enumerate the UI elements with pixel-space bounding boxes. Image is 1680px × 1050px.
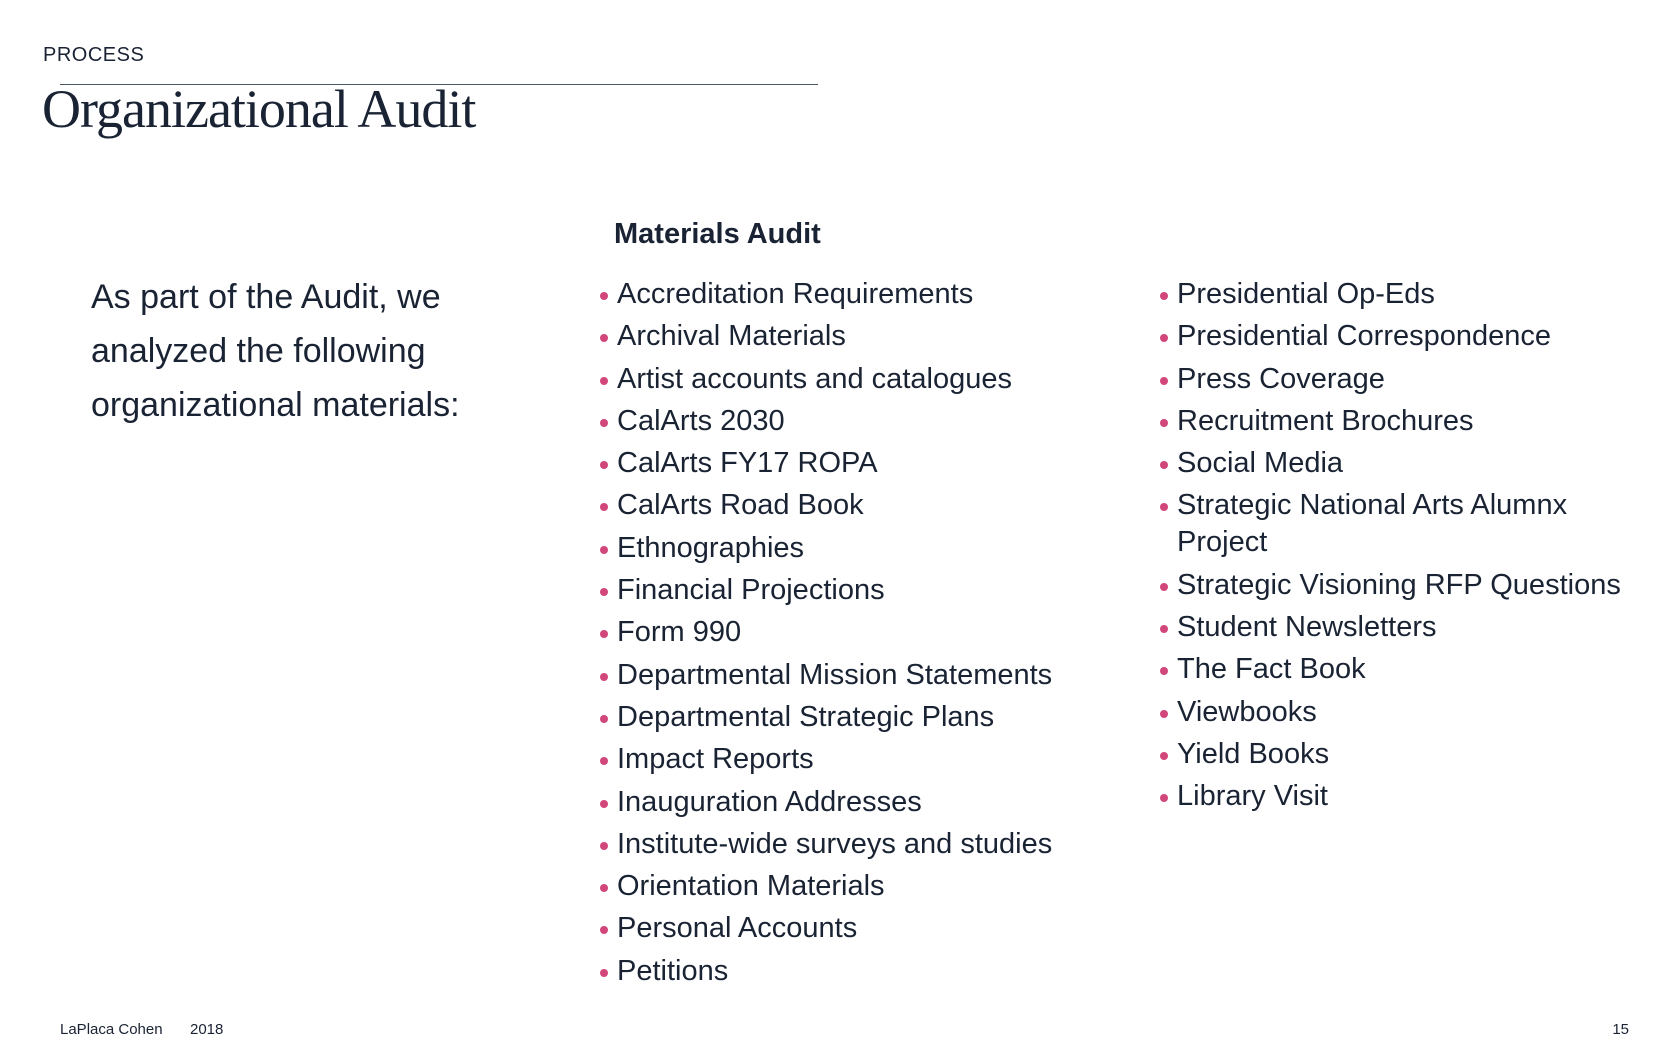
- bullet-icon: [600, 292, 608, 300]
- bullet-icon: [600, 377, 608, 385]
- bullet-icon: [600, 715, 608, 723]
- list-item-label: Institute-wide surveys and studies: [617, 827, 1053, 860]
- list-item-label: Recruitment Brochures: [1177, 404, 1474, 437]
- list-item-label: Ethnographies: [617, 531, 805, 564]
- list-item: [600, 276, 1120, 313]
- list-item: [600, 826, 1120, 863]
- list-item-label: Financial Projections: [617, 574, 885, 607]
- list-item: [600, 741, 1120, 778]
- list-item: [1160, 651, 1660, 688]
- list-item: [1160, 609, 1660, 646]
- bullet-icon: [600, 588, 608, 596]
- list-item-label: Strategic Visioning RFP Questions: [1177, 568, 1621, 601]
- list-item: [600, 572, 1120, 609]
- list-item: [600, 657, 1120, 694]
- list-item: [600, 953, 1120, 990]
- list-item-label: Personal Accounts: [617, 912, 858, 945]
- list-item: [600, 910, 1120, 947]
- materials-list-right: [1160, 276, 1660, 821]
- bullet-icon: [1160, 377, 1168, 385]
- list-item: [1160, 736, 1660, 773]
- list-item-label: Inauguration Addresses: [617, 785, 922, 818]
- materials-list-left: [600, 276, 1120, 995]
- list-item-label: Viewbooks: [1177, 695, 1317, 728]
- list-item-label: Press Coverage: [1177, 362, 1385, 395]
- footer-company: LaPlaca Cohen: [60, 1021, 163, 1038]
- list-item: [1160, 318, 1660, 355]
- bullet-icon: [600, 884, 608, 892]
- list-item: [600, 699, 1120, 736]
- bullet-icon: [1160, 334, 1168, 342]
- bullet-icon: [1160, 752, 1168, 760]
- list-item: [1160, 778, 1660, 815]
- list-item: [600, 318, 1120, 355]
- list-item-label: Social Media: [1177, 447, 1344, 480]
- eyebrow-label: PROCESS: [43, 44, 145, 66]
- list-item: [1160, 361, 1660, 398]
- list-item: [1160, 403, 1660, 440]
- list-item: [1160, 487, 1660, 561]
- bullet-icon: [1160, 667, 1168, 675]
- bullet-icon: [1160, 503, 1168, 511]
- bullet-icon: [600, 800, 608, 808]
- list-item-label: Departmental Mission Statements: [617, 658, 1053, 691]
- list-item: [1160, 567, 1660, 604]
- list-item-label: Orientation Materials: [617, 870, 885, 903]
- bullet-icon: [1160, 292, 1168, 300]
- bullet-icon: [600, 546, 608, 554]
- bullet-icon: [1160, 794, 1168, 802]
- intro-text: As part of the Audit, we analyzed the following organizational materials:: [91, 278, 460, 424]
- list-item-label: Presidential Op-Eds: [1177, 278, 1435, 310]
- list-item: [600, 868, 1120, 905]
- list-item-label: CalArts FY17 ROPA: [617, 447, 878, 480]
- list-item-label: Strategic National Arts Alumnx Project: [1177, 489, 1568, 559]
- bullet-icon: [600, 673, 608, 681]
- list-item-label: Petitions: [617, 954, 729, 987]
- bullet-icon: [1160, 461, 1168, 469]
- materials-heading: Materials Audit: [614, 218, 821, 250]
- list-item-label: CalArts Road Book: [617, 489, 864, 522]
- list-item-label: Form 990: [617, 616, 742, 649]
- list-item-label: Yield Books: [1177, 737, 1330, 770]
- list-item-label: The Fact Book: [1177, 653, 1366, 686]
- list-item: [1160, 694, 1660, 731]
- bullet-icon: [1160, 710, 1168, 718]
- bullet-icon: [600, 969, 608, 977]
- bullet-icon: [1160, 419, 1168, 427]
- list-item: [1160, 276, 1660, 313]
- list-item: [600, 784, 1120, 821]
- list-item-label: Impact Reports: [617, 743, 814, 776]
- list-item-label: Departmental Strategic Plans: [617, 700, 995, 733]
- list-item: [600, 614, 1120, 651]
- list-item-label: Presidential Correspondence: [1177, 320, 1551, 353]
- list-item-label: Artist accounts and catalogues: [617, 362, 1012, 395]
- list-item-label: Archival Materials: [617, 320, 846, 353]
- list-item-label: CalArts 2030: [617, 404, 785, 437]
- bullet-icon: [600, 926, 608, 934]
- list-item: [600, 403, 1120, 440]
- page-title: Organizational Audit: [42, 79, 476, 139]
- list-item-label: Accreditation Requirements: [617, 278, 974, 310]
- list-item: [600, 445, 1120, 482]
- list-item-label: Library Visit: [1177, 780, 1328, 813]
- bullet-icon: [600, 630, 608, 638]
- bullet-icon: [600, 419, 608, 427]
- list-item-label: Student Newsletters: [1177, 611, 1437, 644]
- bullet-icon: [600, 503, 608, 511]
- bullet-icon: [1160, 625, 1168, 633]
- bullet-icon: [600, 842, 608, 850]
- list-item: [600, 487, 1120, 524]
- list-item: [600, 530, 1120, 567]
- bullet-icon: [600, 334, 608, 342]
- bullet-icon: [1160, 583, 1168, 591]
- footer-year: 2018: [190, 1021, 224, 1038]
- bullet-icon: [600, 757, 608, 765]
- page-number: 15: [1612, 1021, 1629, 1038]
- bullet-icon: [600, 461, 608, 469]
- list-item: [600, 361, 1120, 398]
- list-item: [1160, 445, 1660, 482]
